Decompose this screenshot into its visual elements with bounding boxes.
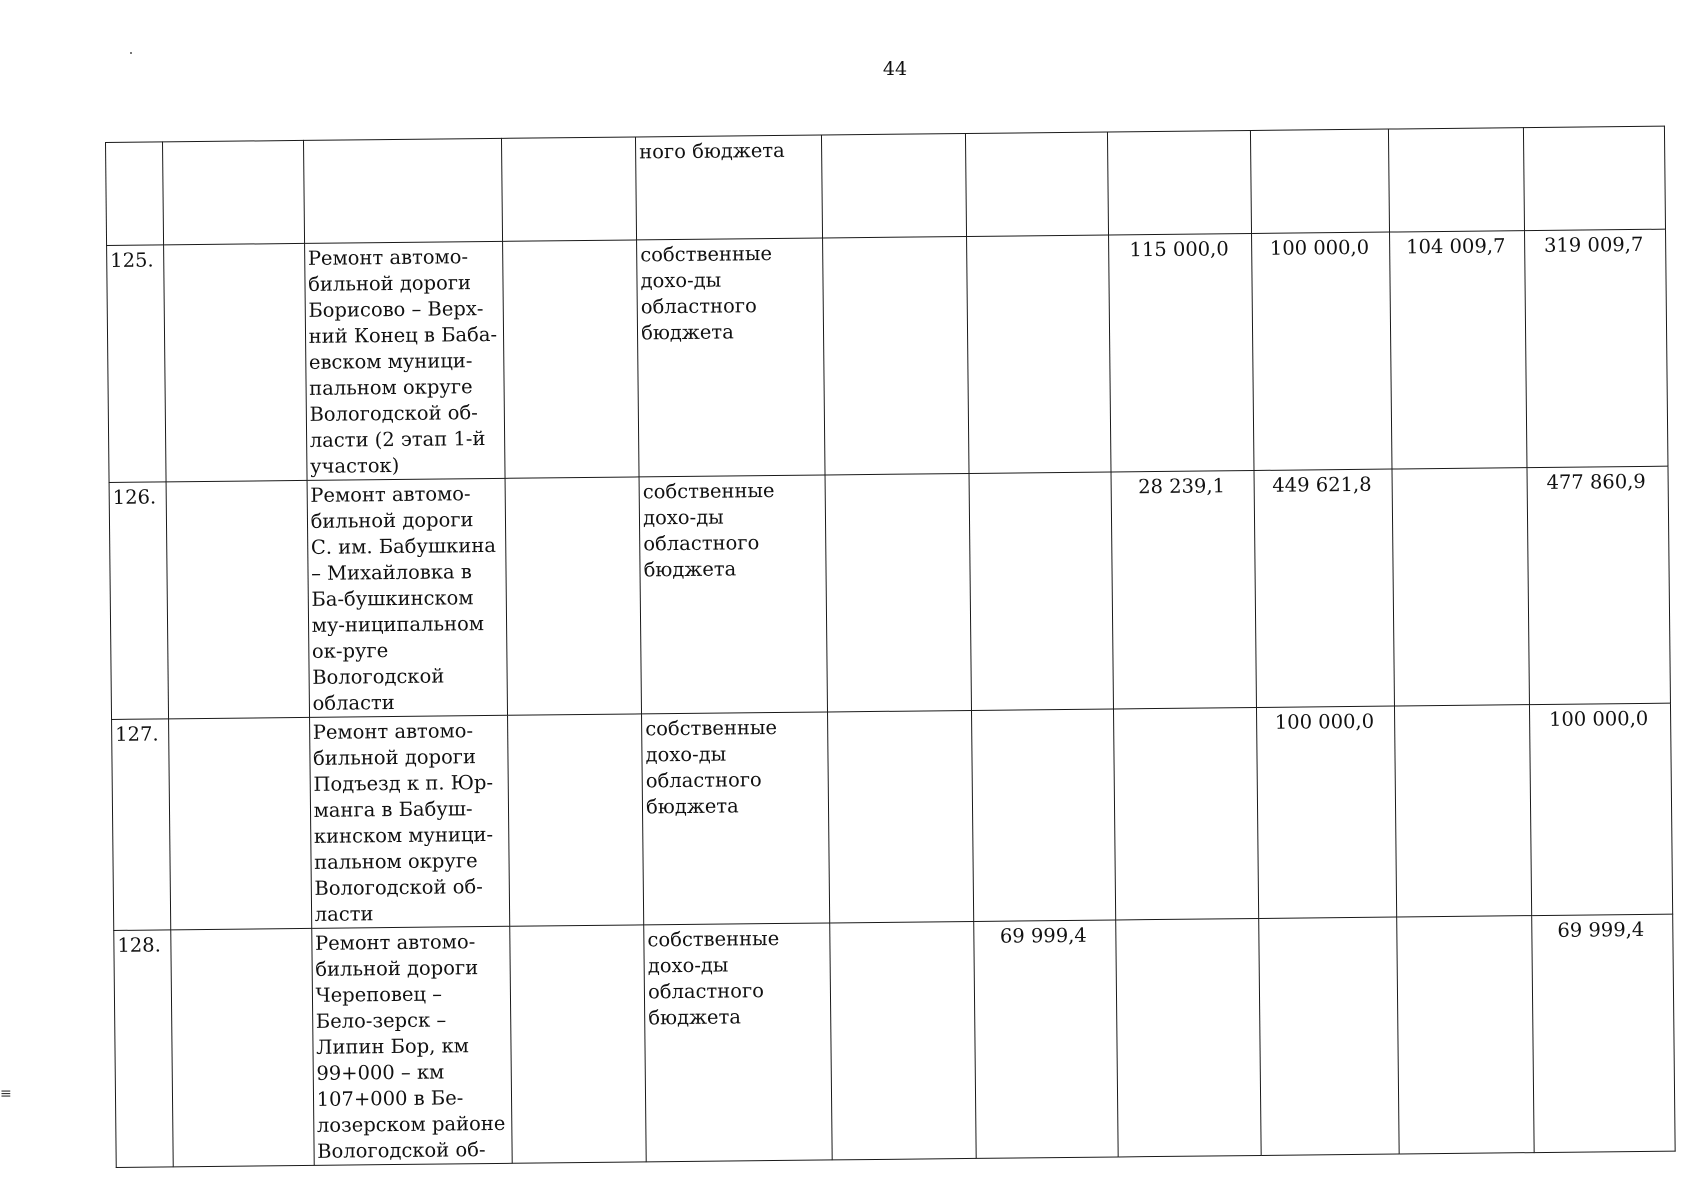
cell-empty bbox=[503, 240, 639, 478]
cell-value bbox=[969, 472, 1114, 710]
cell-empty bbox=[163, 243, 306, 481]
cell-empty bbox=[827, 710, 973, 922]
table-row-continued bbox=[106, 126, 1666, 245]
cell-value: 28 239,1 bbox=[1111, 470, 1256, 708]
cell-empty bbox=[166, 480, 309, 718]
cell-no: 128. bbox=[114, 930, 173, 1168]
cell-value bbox=[966, 235, 1111, 473]
scan-edge-mark: ≡ bbox=[0, 1086, 12, 1102]
cell-value: 69 999,4 bbox=[973, 920, 1118, 1158]
table-row bbox=[107, 229, 1668, 482]
cell-total: 100 000,0 bbox=[1530, 703, 1673, 915]
cell-value bbox=[1392, 468, 1529, 706]
table-row bbox=[114, 914, 1675, 1167]
cell-empty bbox=[829, 921, 975, 1159]
table-row bbox=[109, 466, 1670, 719]
cell-no: 126. bbox=[109, 482, 168, 720]
cell-value bbox=[971, 709, 1116, 921]
cell-value bbox=[965, 132, 1109, 236]
cell-value bbox=[1108, 131, 1252, 235]
cell-value bbox=[821, 133, 966, 238]
table-row bbox=[112, 703, 1673, 930]
cell-value: 100 000,0 bbox=[1257, 706, 1397, 918]
budget-table-container bbox=[105, 126, 1676, 1168]
cell-empty bbox=[508, 714, 644, 926]
cell-total: 477 860,9 bbox=[1527, 466, 1670, 704]
cell-value: 100 000,0 bbox=[1252, 232, 1392, 470]
cell-name: Ремонт автомо-бильной дороги Подъезд к п. Юр-манга в Бабуш-кинском муници-пальном округе Вологодской об-ласти bbox=[309, 715, 510, 928]
cell-source: собственные дохо-ды областного бюджета bbox=[642, 712, 830, 925]
cell-no bbox=[106, 142, 164, 246]
page-number: 44 bbox=[882, 58, 908, 80]
cell-value bbox=[1389, 128, 1525, 232]
cell-name: Ремонт автомо-бильной дороги Борисово – Верх-ний Конец в Баба-евском муници-пальном округе Вологодской об-ласти (2 этап 1-й участок) bbox=[304, 241, 505, 480]
cell-value bbox=[1114, 707, 1259, 919]
cell-source: собственные дохо-ды областного бюджета bbox=[639, 475, 827, 714]
cell-empty bbox=[825, 473, 971, 711]
budget-table bbox=[105, 126, 1676, 1168]
cell-value bbox=[1251, 129, 1390, 233]
cell-name bbox=[303, 138, 503, 243]
cell-name: Ремонт автомо-бильной дороги Череповец – Бело-зерск – Липин Бор, км 99+000 – км 107+000 в Бе-лозерском районе Вологодской об- bbox=[311, 926, 512, 1165]
cell-empty bbox=[505, 477, 641, 715]
cell-value bbox=[1395, 705, 1532, 917]
cell-empty bbox=[171, 928, 314, 1166]
cell-value bbox=[1259, 917, 1399, 1155]
cell-source: ного бюджета bbox=[636, 135, 823, 240]
cell-no: 127. bbox=[112, 719, 171, 931]
cell-source: собственные дохо-ды областного бюджета bbox=[644, 923, 832, 1162]
cell-empty bbox=[162, 140, 304, 244]
cell-empty bbox=[822, 236, 968, 474]
cell-value: 449 621,8 bbox=[1254, 469, 1394, 707]
cell-value: 115 000,0 bbox=[1109, 233, 1254, 471]
cell-total: 319 009,7 bbox=[1525, 229, 1668, 467]
cell-name: Ремонт автомо-бильной дороги С. им. Бабушкина – Михайловка в Ба-бушкинском му-ниципальном ок-руге Вологодской области bbox=[307, 478, 508, 717]
cell-empty bbox=[502, 137, 637, 241]
scan-speck bbox=[130, 52, 132, 54]
cell-empty bbox=[510, 925, 646, 1163]
cell-value: 104 009,7 bbox=[1390, 231, 1527, 469]
cell-total bbox=[1523, 126, 1665, 230]
cell-total: 69 999,4 bbox=[1532, 914, 1675, 1152]
cell-value bbox=[1116, 918, 1261, 1156]
cell-source: собственные дохо-ды областного бюджета bbox=[637, 238, 825, 477]
cell-value bbox=[1397, 916, 1534, 1154]
cell-no: 125. bbox=[107, 245, 166, 483]
cell-empty bbox=[168, 717, 311, 929]
